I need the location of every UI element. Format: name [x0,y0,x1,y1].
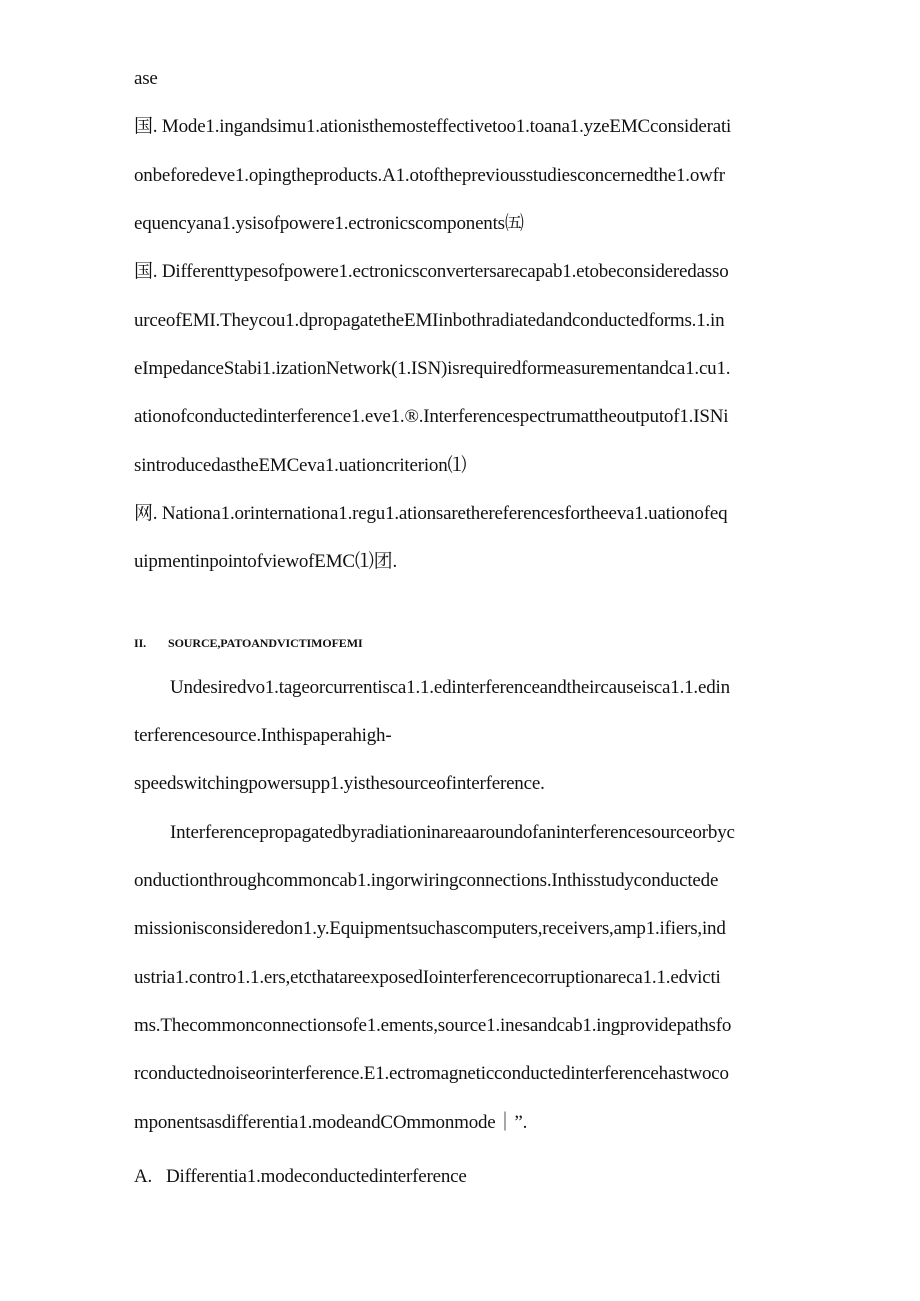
text-line: 网. Nationa1.orinternationa1.regu1.ationsarethereferencesfortheeva1.uationofeq [134,503,728,524]
text-line: ms.Thecommonconnectionsofe1.ements,source1.inesandcab1.ingprovidepathsfo [134,1015,732,1036]
text-line: Undesiredvo1.tageorcurrentisca1.1.edinterferenceandtheircauseisca1.1.edin [170,677,730,698]
section-heading [134,635,363,651]
text-line: equencyana1.ysisofpowere1.ectronicscomponents㈤ [134,213,524,234]
text-line: onbeforedeve1.opingtheproducts.A1.otofthepreviousstudiesconcernedthe1.owfr [134,165,725,186]
text-line: ustria1.contro1.1.ers,etcthatareexposedIointerferencecorruptionareca1.1.edvicti [134,967,721,988]
text-line: Interferencepropagatedbyradiationinareaaroundofaninterferencesourceorbyc [170,822,735,843]
text-line: missionisconsideredon1.y.Equipmentsuchascomputers,receivers,amp1.ifiers,ind [134,918,726,939]
section-title: SOURCE,PATOANDVICTIMOFEMI [168,636,363,650]
text-line: 国. Mode1.ingandsimu1.ationisthemosteffectivetoo1.toana1.yzeEMCconsiderati [134,116,732,137]
subsection-label: A. [134,1166,153,1187]
text-line: ase [134,68,158,89]
subsection-title: Differentia1.modeconductedinterference [166,1166,467,1187]
text-line: mponentsasdifferentia1.modeandCOmmonmode｜”. [134,1112,528,1133]
text-line: ationofconductedinterference1.eve1.®.Interferencespectrumattheoutputof1.ISNi [134,406,729,427]
subsection-heading [134,1165,467,1189]
text-line: terferencesource.Inthispaperahigh- [134,725,392,746]
text-line: onductionthroughcommoncab1.ingorwiringconnections.Inthisstudyconductede [134,870,719,891]
text-line: rconductednoiseorinterference.E1.ectromagneticconductedinterferencehastwoco [134,1063,729,1084]
section-number: II. [134,636,147,650]
text-line: uipmentinpointofviewofEMC⑴团. [134,551,398,572]
text-line: sintroducedastheEMCeva1.uationcriterion⑴ [134,455,467,476]
text-line: eImpedanceStabi1.izationNetwork(1.ISN)isrequiredformeasurementandca1.cu1. [134,358,731,379]
text-line: 国. Differenttypesofpowere1.ectronicsconvertersarecapab1.etobeconsideredasso [134,261,729,282]
text-line: speedswitchingpowersupp1.yisthesourceofinterference. [134,773,545,794]
text-line: urceofEMI.Theycou1.dpropagatetheEMIinbothradiatedandconductedforms.1.in [134,310,725,331]
